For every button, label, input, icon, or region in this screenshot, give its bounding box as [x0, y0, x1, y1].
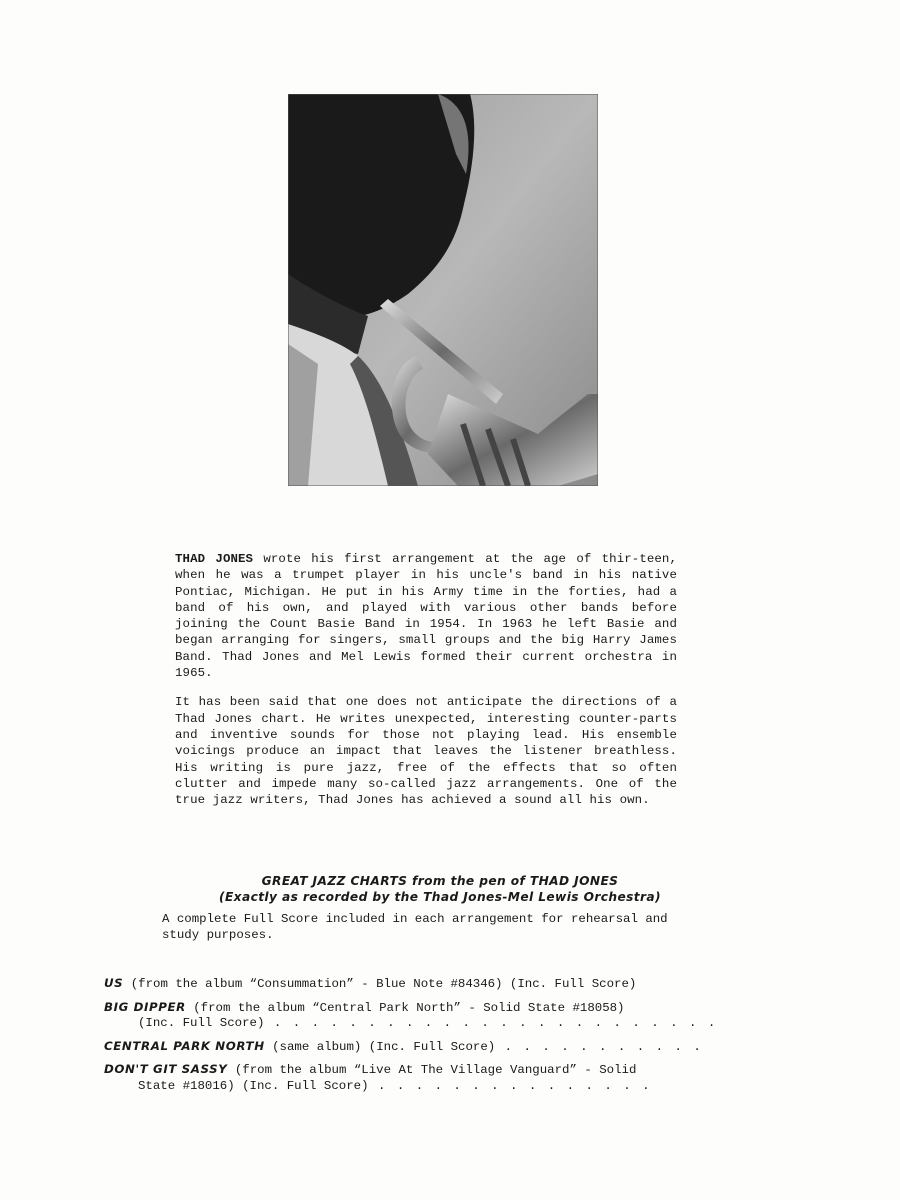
leader-dots: . . . . . . . . . . . — [495, 1039, 703, 1054]
arrangement-title: CENTRAL PARK NORTH — [104, 1038, 265, 1053]
leader-dots: . . . . . . . . . . . . . . . . . . . . . . . . — [264, 1016, 718, 1030]
arrangement-title: DON'T GIT SASSY — [104, 1062, 228, 1076]
bio-paragraph-1-text: wrote his first arrangement at the age of thir-teen, when he was a trumpet player in his uncle's band in his native Pontiac, Michigan. He put in his Army time in the forties, had a band of his own, and played with various other bands before joining the Count Basie Band in 1954. In 1963 he left Basie and began arranging for singers, small groups and the big Harry James Band. Thad Jones and Mel Lewis formed their current orchestra in 1965. — [175, 552, 678, 681]
arrangement-details: (from the album “Central Park North” - Solid State #18058) — [185, 1000, 625, 1015]
charts-heading — [160, 873, 720, 905]
bio-paragraph-2: It has been said that one does not anticipate the directions of a Thad Jones chart. He writes unexpected, interesting counter-parts and inventive sounds for those not playing lead. His ensemble voicings produce an impact that leaves the listener breathless. His writing is pure jazz, free of the effects that so often clutter and impede many so-called jazz arrangements. One of the true jazz writers, Thad Jones has achieved a sound all his own. — [175, 695, 677, 808]
photo-illustration — [288, 94, 598, 486]
arrangement-list — [104, 976, 718, 1101]
charts-heading-line-2: (Exactly as recorded by the Thad Jones-Mel Lewis Orchestra) — [218, 890, 662, 904]
leader-dots: . . . . . . . . . . . . . . . — [368, 1078, 652, 1093]
artist-name: THAD JONES — [175, 552, 254, 566]
list-item — [104, 1039, 704, 1056]
list-item — [104, 976, 704, 993]
biography — [175, 551, 677, 821]
arrangement-score-note: State #18016) (Inc. Full Score) — [138, 1078, 369, 1093]
arrangement-score-note: (Inc. Full Score) — [138, 1016, 265, 1030]
arrangement-details-continued — [104, 1016, 718, 1032]
arrangement-details: (same album) (Inc. Full Score) — [264, 1039, 496, 1054]
arrangement-title: US — [104, 976, 124, 990]
bio-paragraph-1 — [175, 551, 677, 681]
list-item — [104, 1062, 704, 1094]
arrangement-details: (from the album “Live At The Village Vanguard” - Solid — [227, 1063, 637, 1077]
arrangement-details-continued — [104, 1079, 704, 1095]
charts-heading-line-1: GREAT JAZZ CHARTS from the pen of THAD JONES — [261, 874, 619, 888]
arrangement-title: BIG DIPPER — [104, 999, 186, 1014]
arrangement-details: (from the album “Consummation” - Blue Note #84346) (Inc. Full Score) — [123, 977, 637, 991]
full-score-note: A complete Full Score included in each arrangement for rehearsal and study purposes. — [162, 912, 668, 942]
list-item — [104, 999, 718, 1032]
trumpet-player-photo — [288, 94, 598, 486]
